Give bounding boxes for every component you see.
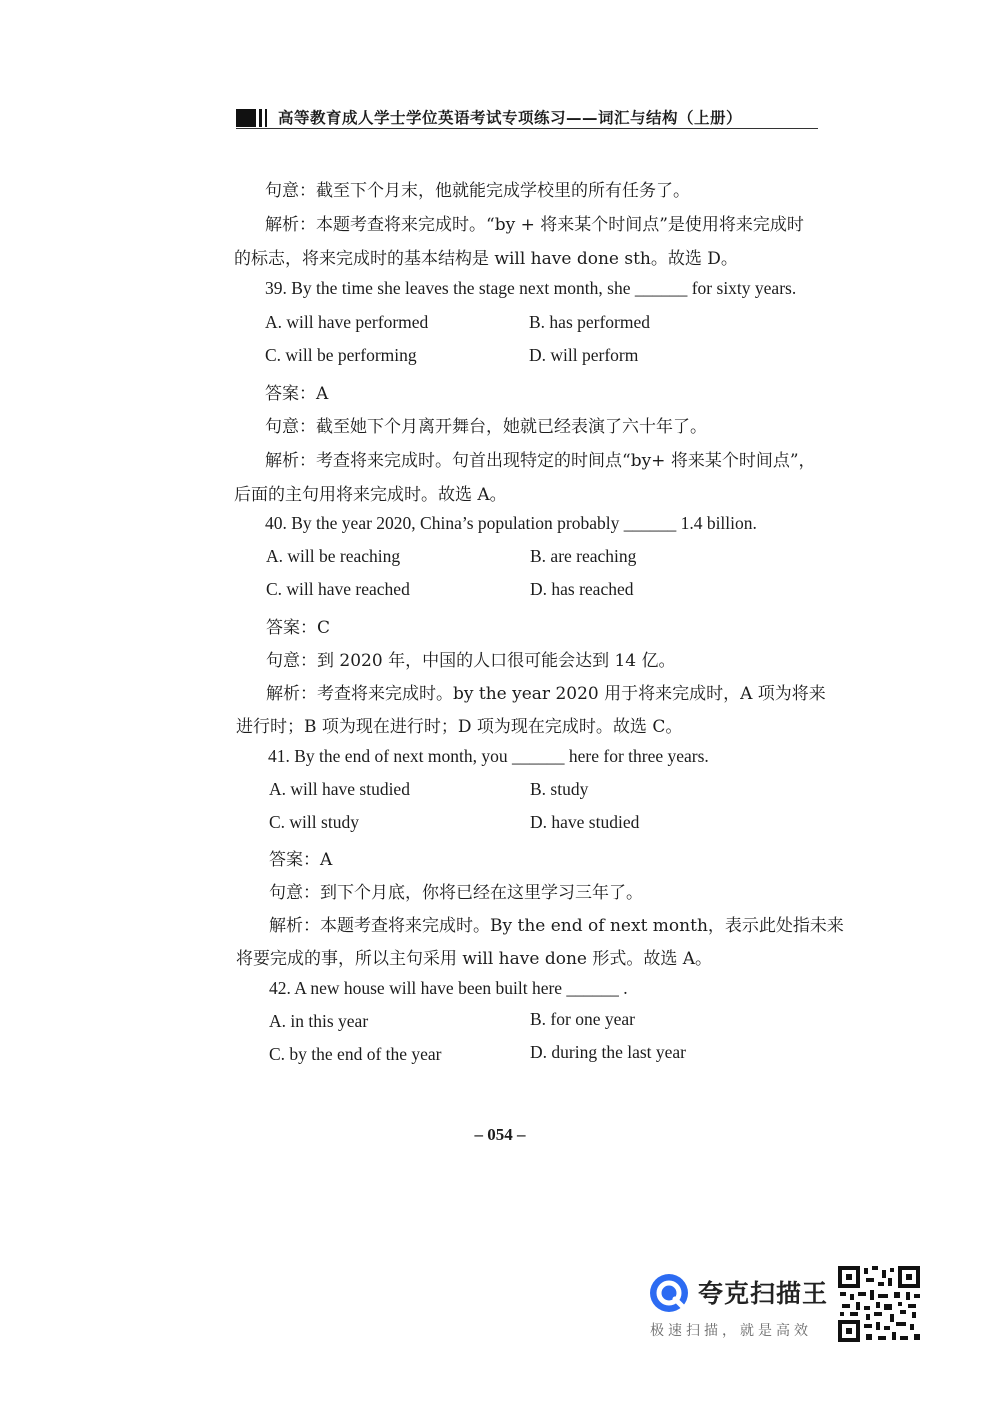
- page-number: – 054 –: [474, 1125, 526, 1144]
- body-line: 句意：截至下个月末，他就能完成学校里的所有任务了。: [265, 181, 690, 201]
- option: C. will be performing: [265, 345, 417, 365]
- answer: 答案：A: [269, 850, 333, 870]
- body-line: 解析：考查将来完成时。句首出现特定的时间点“by+ 将来某个时间点”，: [265, 451, 816, 471]
- body-line: 后面的主句用将来完成时。故选 A。: [234, 485, 507, 505]
- option: B. has performed: [529, 312, 651, 332]
- option: B. for one year: [530, 1009, 635, 1029]
- option: C. will study: [269, 812, 359, 832]
- header-bar-icon: [236, 109, 270, 127]
- option: D. will perform: [529, 345, 639, 365]
- qr-code-icon: [838, 1266, 920, 1342]
- body-line: 进行时；B 项为现在进行时；D 项为现在完成时。故选 C。: [236, 717, 683, 737]
- option: C. by the end of the year: [269, 1044, 442, 1064]
- watermark-slogan: 极速扫描，就是高效: [650, 1323, 812, 1339]
- quark-logo-icon: [648, 1272, 690, 1314]
- body-line: 句意：截至她下个月离开舞台，她就已经表演了六十年了。: [265, 417, 707, 437]
- option: A. will have studied: [269, 779, 410, 799]
- body-line: 解析：考查将来完成时。by the year 2020 用于将来完成时，A 项为将来: [266, 684, 826, 704]
- question-42: 42. A new house will have been built here ______ .: [269, 978, 628, 998]
- option: A. in this year: [269, 1011, 369, 1031]
- running-header: [236, 104, 818, 129]
- body-line: 的标志，将来完成时的基本结构是 will have done sth。故选 D。: [234, 249, 738, 269]
- option: D. during the last year: [530, 1042, 686, 1062]
- header-title: 高等教育成人学士学位英语考试专项练习——词汇与结构（上册）: [278, 109, 743, 127]
- answer: 答案：A: [265, 384, 329, 404]
- body-line: 句意：到下个月底，你将已经在这里学习三年了。: [269, 883, 643, 903]
- question-40: 40. By the year 2020, China’s population probably ______ 1.4 billion.: [265, 513, 757, 533]
- scanner-watermark: [648, 1264, 923, 1344]
- option: B. are reaching: [530, 546, 637, 566]
- body-line: 解析：本题考查将来完成时。“by + 将来某个时间点”是使用将来完成时: [265, 215, 804, 235]
- option: B. study: [530, 779, 589, 799]
- option: A. will have performed: [265, 312, 429, 332]
- option: A. will be reaching: [266, 546, 401, 566]
- answer: 答案：C: [266, 618, 331, 638]
- option: C. will have reached: [266, 579, 410, 599]
- option: D. has reached: [530, 579, 634, 599]
- question-39: 39. By the time she leaves the stage next month, she ______ for sixty years.: [265, 278, 797, 298]
- watermark-app-name: 夸克扫描王: [698, 1279, 829, 1308]
- question-41: 41. By the end of next month, you ______ here for three years.: [268, 746, 709, 766]
- option: D. have studied: [530, 812, 640, 832]
- body-line: 解析：本题考查将来完成时。By the end of next month，表示此处指未来: [269, 916, 844, 936]
- body-line: 将要完成的事，所以主句采用 will have done 形式。故选 A。: [236, 949, 713, 969]
- body-line: 句意：到 2020 年，中国的人口很可能会达到 14 亿。: [266, 651, 676, 671]
